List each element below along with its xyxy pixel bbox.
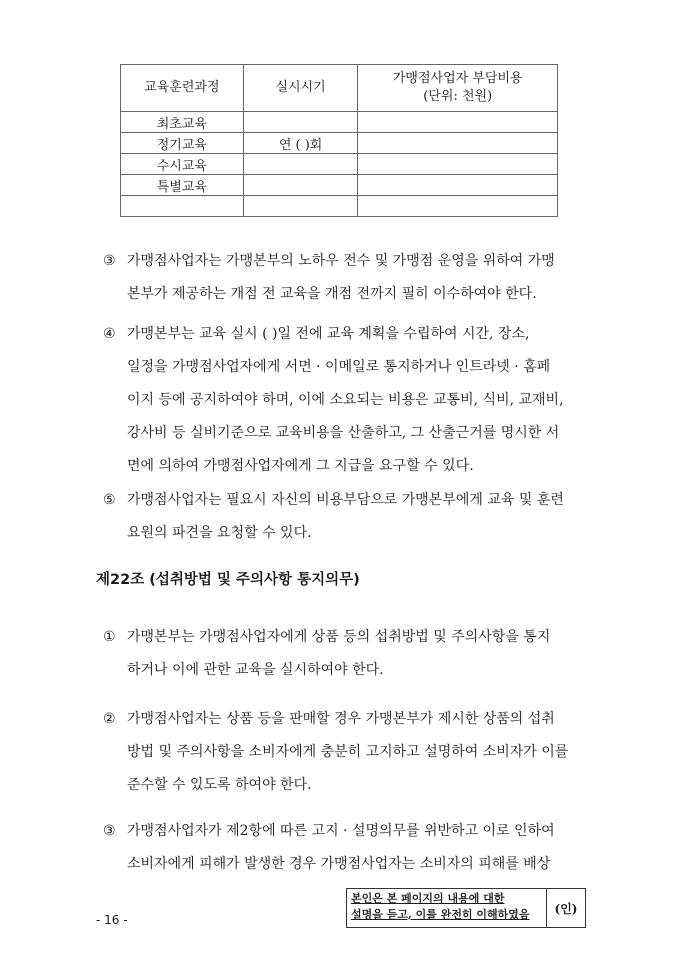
table-cell: 최초교육 [121,112,244,133]
article22-paragraph-3 [103,815,583,881]
seal-field[interactable]: (인) [554,901,578,916]
paragraph-number: ⑤ [103,492,116,508]
paragraph-line: 이지 등에 공지하여야 하며, 이에 소요되는 비용은 교통비, 식비, 교재비, [127,392,564,408]
paragraph-line: 하거나 이에 관한 교육을 실시하여야 한다. [127,662,384,678]
table-row [121,112,558,133]
page-number: - 16 - [96,913,128,927]
article22-paragraph-1 [103,621,583,687]
article-heading: 제22조 (섭취방법 및 주의사항 통지의무) [96,572,360,588]
paragraph-line: 소비자에게 피해가 발생한 경우 가맹점사업자는 소비자의 피해를 배상 [127,856,551,872]
table-header-course: 교육훈련과정 [121,65,244,112]
table-row [121,196,558,217]
article22-paragraph-2 [103,703,583,802]
paragraph-line: 가맹점사업자는 상품 등을 판매할 경우 가맹본부가 제시한 상품의 섭취 [127,711,555,727]
paragraph-line: 가맹점사업자는 가맹본부의 노하우 전수 및 가맹점 운영을 위하여 가맹 [127,253,555,269]
confirmation-line: 본인은 본 페이지의 내용에 대한 [351,892,505,905]
table-row [121,133,558,154]
table-cell: 연 ( )회 [243,133,358,154]
table-header-timing: 실시시기 [243,65,358,112]
table-cell [358,154,558,175]
paragraph-line: 본부가 제공하는 개점 전 교육을 개점 전까지 필히 이수하여야 한다. [127,286,537,302]
table-cell: 수시교육 [121,154,244,175]
paragraph-line: 가맹본부는 교육 실시 ( )일 전에 교육 계획을 수립하여 시간, 장소, [127,326,530,342]
table-header-cost [358,65,558,112]
table-cell: 정기교육 [121,133,244,154]
table-cell [358,133,558,154]
paragraph-line: 일정을 가맹점사업자에게 서면 · 이메일로 통지하거나 인트라넷 · 홈페 [127,359,551,375]
table-header-cost-label: 가맹점사업자 부담비용 [392,71,523,86]
table-row [121,175,558,196]
paragraph-4 [103,318,583,483]
paragraph-line: 면에 의하여 가맹점사업자에게 그 지급을 요구할 수 있다. [127,458,474,474]
table-cell [358,196,558,217]
paragraph-line: 준수할 수 있도록 하여야 한다. [127,777,312,793]
paragraph-number: ③ [103,253,116,269]
paragraph-5 [103,484,583,550]
paragraph-line: 요원의 파견을 요청할 수 있다. [127,525,312,541]
paragraph-number: ④ [103,326,116,342]
confirmation-line: 설명을 듣고, 이를 완전히 이해하였음 [351,908,530,921]
table-cell [243,196,358,217]
paragraph-number: ③ [103,823,116,839]
paragraph-number: ① [103,629,116,645]
paragraph-line: 강사비 등 실비기준으로 교육비용을 산출하고, 그 산출근거를 명시한 서 [127,425,560,441]
table-row [121,154,558,175]
paragraph-line: 방법 및 주의사항을 소비자에게 충분히 고지하고 설명하여 소비자가 이를 [127,744,569,760]
confirmation-box [346,888,586,928]
education-cost-table [120,64,558,217]
table-cell [243,175,358,196]
table-cell [358,175,558,196]
table-cell: 특별교육 [121,175,244,196]
paragraph-line: 가맹점사업자는 필요시 자신의 비용부담으로 가맹본부에게 교육 및 훈련 [127,492,564,508]
table-cell [358,112,558,133]
paragraph-line: 가맹점사업자가 제2항에 따른 고지 · 설명의무를 위반하고 이로 인하여 [127,823,555,839]
table-cell [243,112,358,133]
paragraph-number: ② [103,711,116,727]
table-cell [121,196,244,217]
table-header-cost-unit: (단위: 천원) [423,89,493,104]
table-header-row [121,65,558,112]
paragraph-3 [103,245,583,311]
table-cell [243,154,358,175]
confirmation-text [347,889,547,927]
paragraph-line: 가맹본부는 가맹점사업자에게 상품 등의 섭취방법 및 주의사항을 통지 [127,629,551,645]
